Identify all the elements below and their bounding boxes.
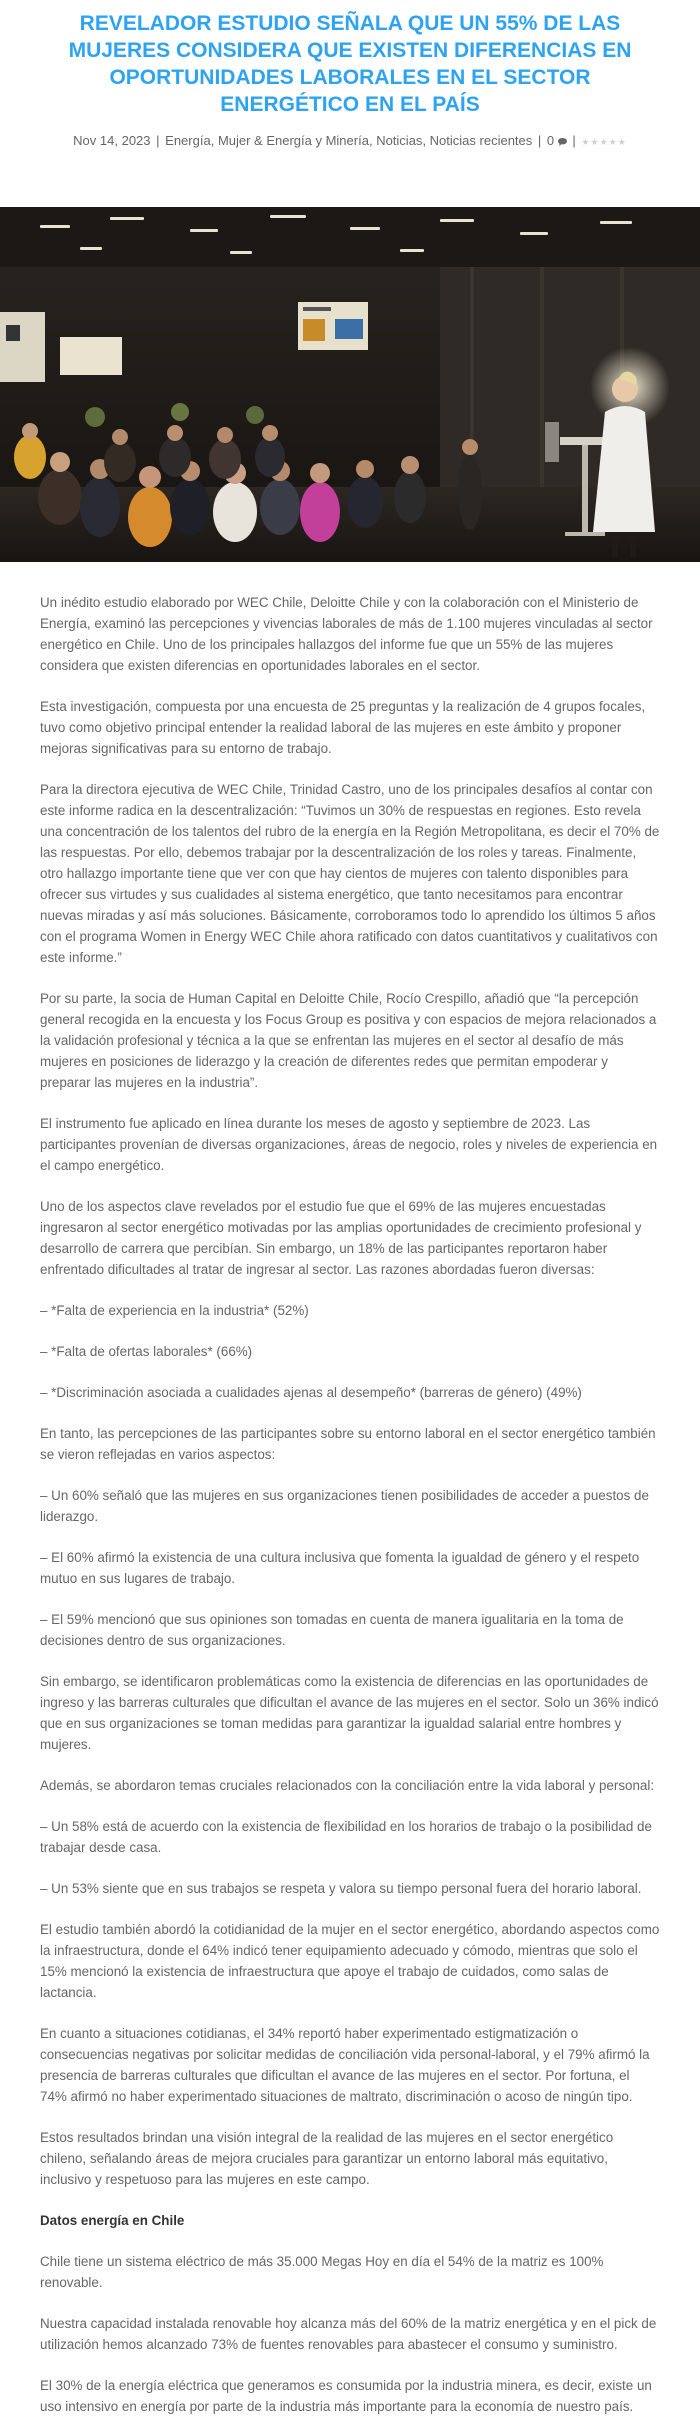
category-link-mujer-energia-mineria[interactable]: Mujer & Energía y Minería — [217, 133, 369, 148]
post-title: REVELADOR ESTUDIO SEÑALA QUE UN 55% DE LAS MUJERES CONSIDERA QUE EXISTEN DIFERENCIAS EN OPORTUNIDADES LABORALES EN EL SECTOR ENERGÉTICO EN EL PAÍS — [68, 12, 632, 116]
list-item: – *Discriminación asociada a cualidades ajenas al desempeño* (barreras de género) (49%) — [40, 1385, 582, 1401]
paragraph: Esta investigación, compuesta por una encuesta de 25 preguntas y la realización de 4 grupos focales, tuvo como objetivo principal entender la realidad laboral de las mujeres en este ámbito y proponer mejoras significativas para su entorno de trabajo. — [40, 699, 646, 757]
rating-stars — [581, 132, 626, 151]
list-item: – *Falta de experiencia en la industria* (52%) — [40, 1303, 309, 1319]
paragraph: Nuestra capacidad instalada renovable hoy alcanza más del 60% de la matriz energética y en el pick de utilización hemos alcanzado 73% de fuentes renovables para abastecer el consumo y suministro. — [40, 2316, 657, 2353]
category-link-energia[interactable]: Energía — [165, 133, 211, 148]
post-meta: Nov 14, 2023 | Energía, Mujer & Energía y Minería, Noticias, Noticias recientes | 0 | ★★★★★ — [40, 132, 660, 151]
paragraph: En cuanto a situaciones cotidianas, el 34% reportó haber experimentado estigmatización o consecuencias negativas por solicitar medidas de conciliación vida personal-laboral, y el 79% afirmó la presencia de barreras culturales que dificultan el avance de las mujeres en el sector. Por fortuna, el 74% afirmó no haber experimentado situaciones de maltrato, discriminación o acoso de ningún tipo. — [40, 2026, 650, 2105]
list-item: – Un 60% señaló que las mujeres en sus organizaciones tienen posibilidades de acceder a puestos de liderazgo. — [40, 1488, 649, 1525]
paragraph: Sin embargo, se identificaron problemáticas como la existencia de diferencias en las oportunidades de ingreso y las barreras culturales que dificultan el avance de las mujeres en el sector. Solo un 36% indicó que en sus organizaciones se toman medidas para garantizar la igualdad salarial entre hombres y mujeres. — [40, 1674, 659, 1753]
star-icon: ★ — [590, 137, 600, 148]
star-icon: ★ — [599, 137, 609, 148]
paragraph: En tanto, las percepciones de las participantes sobre su entorno laboral en el sector energético también se vieron reflejadas en varios aspectos: — [40, 1426, 656, 1463]
paragraph: Un inédito estudio elaborado por WEC Chile, Deloitte Chile y con la colaboración con el Ministerio de Energía, examinó las percepciones y vivencias laborales de más de 1.100 mujeres vinculadas al sector energético en Chile. Uno de los principales hallazgos del informe fue que un 55% de las mujeres considera que existen diferencias en oportunidades laborales en el sector. — [40, 595, 653, 674]
post-header — [0, 0, 700, 151]
category-link-noticias[interactable]: Noticias — [376, 133, 423, 148]
paragraph: Uno de los aspectos clave revelados por el estudio fue que el 69% de las mujeres encuestadas ingresaron al sector energético motivadas por las amplias oportunidades de crecimiento profesional y desarrollo de carrera que percibían. Sin embargo, un 18% de las participantes reportaron haber enfrentado dificultades al tratar de ingresar al sector. Las razones abordadas fueron diversas: — [40, 1199, 642, 1278]
paragraph: El instrumento fue aplicado en línea durante los meses de agosto y septiembre de 2023. Las participantes provenían de diversas organizaciones, áreas de negocio, roles y niveles de experiencia en el campo energético. — [40, 1116, 658, 1174]
list-item: – Un 53% siente que en sus trabajos se respeta y valora su tiempo personal fuera del horario laboral. — [40, 1881, 642, 1897]
comments-count: 0 — [546, 133, 555, 148]
star-icon: ★ — [581, 137, 591, 148]
paragraph: Estos resultados brindan una visión integral de la realidad de las mujeres en el sector energético chileno, señalando áreas de mejora cruciales para garantizar un entorno laboral más equitativo, inclusivo y respetuoso para las mujeres en este campo. — [40, 2130, 614, 2188]
article-body — [0, 592, 700, 2417]
paragraph: Por su parte, la socia de Human Capital en Deloitte Chile, Rocío Crespillo, añadió que “la percepción general recogida en la encuesta y los Focus Group es positiva y con espacios de mejora relacionados a la validación profesional y técnica a la que se enfrentan las mujeres en el sector al desafío de más mujeres en posiciones de liderazgo y la creación de diferentes redes que permitan empoderar y preparar las mujeres en la industria”. — [40, 991, 657, 1091]
paragraph: Chile tiene un sistema eléctrico de más 35.000 Megas Hoy en día el 54% de la matriz es 100% renovable. — [40, 2254, 604, 2291]
list-item: – Un 58% está de acuerdo con la existencia de flexibilidad en los horarios de trabajo o la posibilidad de trabajar desde casa. — [40, 1819, 652, 1856]
paragraph: Además, se abordaron temas cruciales relacionados con la conciliación entre la vida laboral y personal: — [40, 1778, 655, 1794]
list-item: – *Falta de ofertas laborales* (66%) — [40, 1344, 253, 1360]
section-heading: Datos energía en Chile — [40, 2213, 185, 2229]
list-item: – El 59% mencionó que sus opiniones son tomadas en cuenta de manera igualitaria en la toma de decisiones dentro de sus organizaciones. — [40, 1612, 624, 1649]
comments-link[interactable] — [547, 133, 567, 148]
category-link-noticias-recientes[interactable]: Noticias recientes — [429, 133, 533, 148]
paragraph: El 30% de la energía eléctrica que generamos es consumida por la industria minera, es decir, existe un uso intensivo en energía por parte de la industria más importante para la economía de nuestro país. — [40, 2378, 652, 2415]
paragraph: Para la directora ejecutiva de WEC Chile, Trinidad Castro, uno de los principales desafíos al contar con este informe radica en la descentralización: “Tuvimos un 30% de respuestas en regiones. Esto revela una concentración de los talentos del rubro de la energía en la Región Metropolitana, es decir el 70% de las respuestas. Por ello, debemos trabajar por la descentralización de los roles y tareas. Finalmente, otro hallazgo importante tiene que ver con que hay cientos de mujeres con talento disponibles para ofrecer sus virtudes y sus cualidades al sistema energético, que tanto necesitamos para encontrar nuevas miradas y así más soluciones. Básicamente, corroboramos todo lo aprendido los últimos 5 años con el programa Women in Energy WEC Chile ahora ratificado con datos cuantitativos y cualitativos con este informe.” — [40, 782, 660, 966]
featured-image-conference — [0, 207, 700, 562]
star-icon: ★ — [608, 137, 618, 148]
comment-icon — [558, 138, 567, 146]
list-item: – El 60% afirmó la existencia de una cultura inclusiva que fomenta la igualdad de género y el respeto mutuo en sus lugares de trabajo. — [40, 1550, 640, 1587]
paragraph: El estudio también abordó la cotidianidad de la mujer en el sector energético, abordando aspectos como la infraestructura, donde el 64% indicó tener equipamiento adecuado y cómodo, mientras que solo el 15% mencionó la existencia de infraestructura que apoye el trabajo de cuidados, como salas de lactancia. — [40, 1922, 660, 2001]
star-icon: ★ — [617, 137, 627, 148]
post-date: Nov 14, 2023 — [73, 133, 151, 148]
